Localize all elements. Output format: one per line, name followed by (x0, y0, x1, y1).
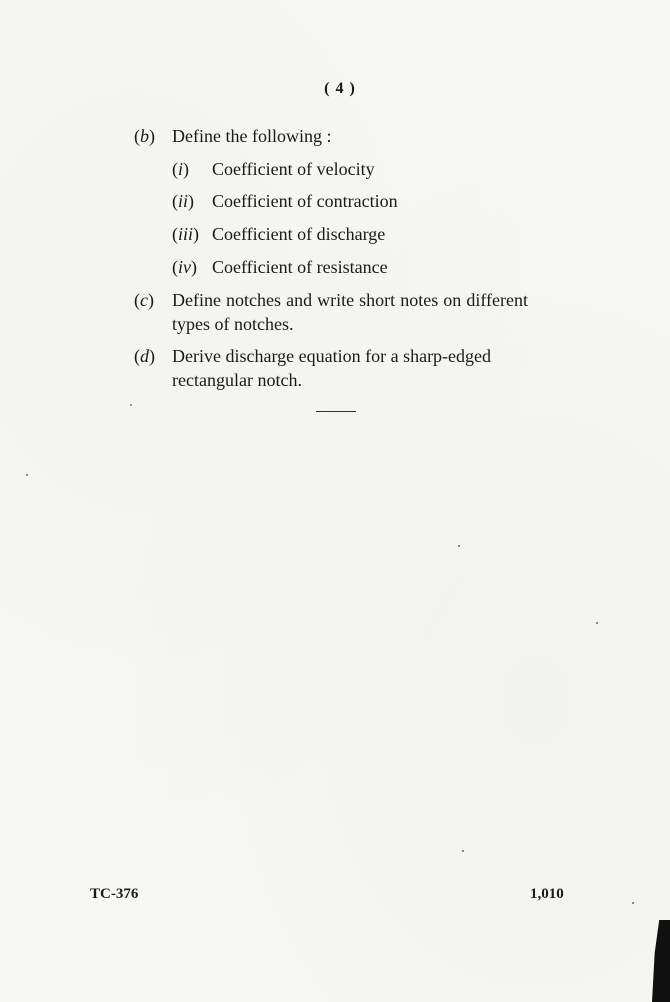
scan-speck (632, 902, 634, 904)
scan-speck (458, 545, 460, 547)
question-text: Derive discharge equation for a sharp-edged rectangular notch. (172, 346, 492, 390)
question-label: (c) (134, 290, 154, 310)
subitem-label: (iv) (172, 257, 197, 277)
scan-edge-mark (652, 920, 670, 1002)
copy-count: 1,010 (530, 886, 564, 902)
question-text: Define the following : (172, 126, 332, 146)
subitem-label: (ii) (172, 191, 195, 211)
subitem-text: Coefficient of contraction (212, 191, 398, 211)
scan-speck (26, 474, 28, 476)
page-number: ( 4 ) (324, 80, 356, 97)
question-text: Define notches and write short notes on different types of notches. (172, 290, 528, 334)
question-label: (b) (134, 126, 155, 146)
subitem-text: Coefficient of velocity (212, 159, 375, 179)
question-label: (d) (134, 346, 155, 366)
subitem-label: (iii) (172, 224, 200, 244)
subitem-text: Coefficient of resistance (212, 257, 388, 277)
scan-speck (462, 850, 464, 852)
scan-speck (596, 622, 598, 624)
end-of-paper-rule (316, 411, 356, 412)
subitem-text: Coefficient of discharge (212, 224, 386, 244)
scan-speck (130, 404, 132, 406)
paper-code: TC-376 (90, 886, 139, 902)
subitem-label: (i) (172, 159, 190, 179)
